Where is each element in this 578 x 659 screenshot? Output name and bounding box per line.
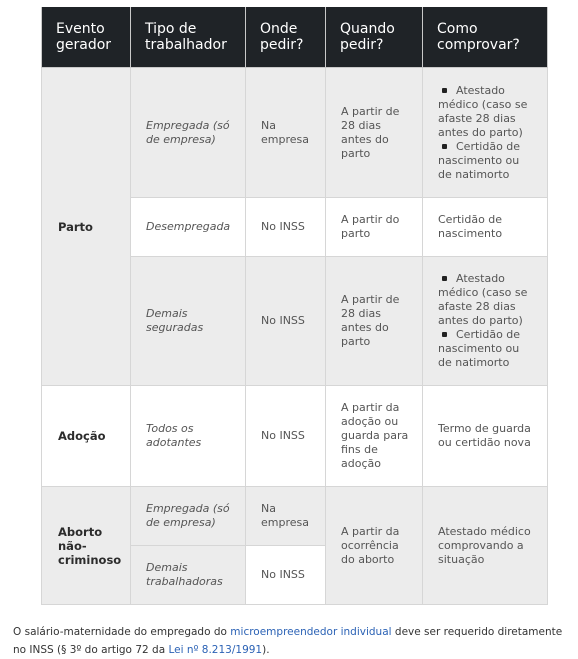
onde-cell: No INSS <box>246 546 326 605</box>
footnote-text: deve ser requerido diretamente no INSS (§ 3º do artigo 72 da <box>13 625 563 656</box>
onde-cell: No INSS <box>246 386 326 487</box>
onde-cell: Na empresa <box>246 487 326 546</box>
list-item <box>438 140 535 182</box>
onde-cell: Na empresa <box>246 68 326 198</box>
bullet-icon <box>442 332 447 337</box>
evento-aborto: Aborto não-criminoso <box>42 487 131 605</box>
quando-cell: A partir da adoção ou guarda para fins de adoção <box>326 386 423 487</box>
tipo-cell: Empregada (só de empresa) <box>131 487 246 546</box>
list-item-text: Certidão de nascimento ou de natimorto <box>438 328 521 369</box>
header-quando-pedir: Quando pedir? <box>326 7 423 68</box>
onde-cell: No INSS <box>246 257 326 386</box>
link-microempreendedor[interactable]: microempreendedor individual <box>230 625 392 638</box>
quando-cell: A partir da ocorrência do aborto <box>326 487 423 605</box>
header-evento-gerador: Evento gerador <box>42 7 131 68</box>
list-item-text: Certidão de nascimento ou de natimorto <box>438 139 521 181</box>
bullet-icon <box>442 276 447 281</box>
list-item <box>438 84 535 140</box>
footnote <box>13 623 573 659</box>
comprovar-list <box>438 272 535 370</box>
tipo-cell: Todos os adotantes <box>131 386 246 487</box>
comprovar-cell: Termo de guarda ou certidão nova <box>423 386 548 487</box>
comprovar-cell <box>423 257 548 386</box>
quando-cell: A partir de 28 dias antes do parto <box>326 68 423 198</box>
table-row <box>42 386 548 487</box>
comprovar-cell <box>423 68 548 198</box>
footnote-text: ). <box>262 643 270 656</box>
maternity-benefit-table <box>41 7 548 605</box>
evento-parto: Parto <box>42 68 131 386</box>
table-header-row <box>42 7 548 68</box>
tipo-cell: Empregada (só de empresa) <box>131 68 246 198</box>
maternity-table-container <box>41 7 547 605</box>
quando-cell: A partir de 28 dias antes do parto <box>326 257 423 386</box>
header-tipo-trabalhador: Tipo de trabalhador <box>131 7 246 68</box>
header-como-comprovar: Como comprovar? <box>423 7 548 68</box>
link-lei-8213[interactable]: Lei nº 8.213/1991 <box>168 643 263 656</box>
list-item <box>438 272 535 328</box>
onde-cell: No INSS <box>246 198 326 257</box>
tipo-cell: Demais trabalhadoras <box>131 546 246 605</box>
tipo-cell: Demais seguradas <box>131 257 246 386</box>
footnote-text: O salário-maternidade do empregado do <box>13 625 231 638</box>
table-row <box>42 68 548 198</box>
comprovar-cell: Certidão de nascimento <box>423 198 548 257</box>
comprovar-list <box>438 84 535 182</box>
list-item-text: Atestado médico (caso se afaste 28 dias antes do parto) <box>438 272 528 327</box>
list-item-text: Atestado médico (caso se afaste 28 dias antes do parto) <box>438 83 528 139</box>
table-row <box>42 487 548 546</box>
quando-cell: A partir do parto <box>326 198 423 257</box>
header-onde-pedir: Onde pedir? <box>246 7 326 68</box>
bullet-icon <box>442 88 447 93</box>
evento-adocao: Adoção <box>42 386 131 487</box>
comprovar-cell: Atestado médico comprovando a situação <box>423 487 548 605</box>
list-item <box>438 328 535 370</box>
bullet-icon <box>442 144 447 149</box>
tipo-cell: Desempregada <box>131 198 246 257</box>
